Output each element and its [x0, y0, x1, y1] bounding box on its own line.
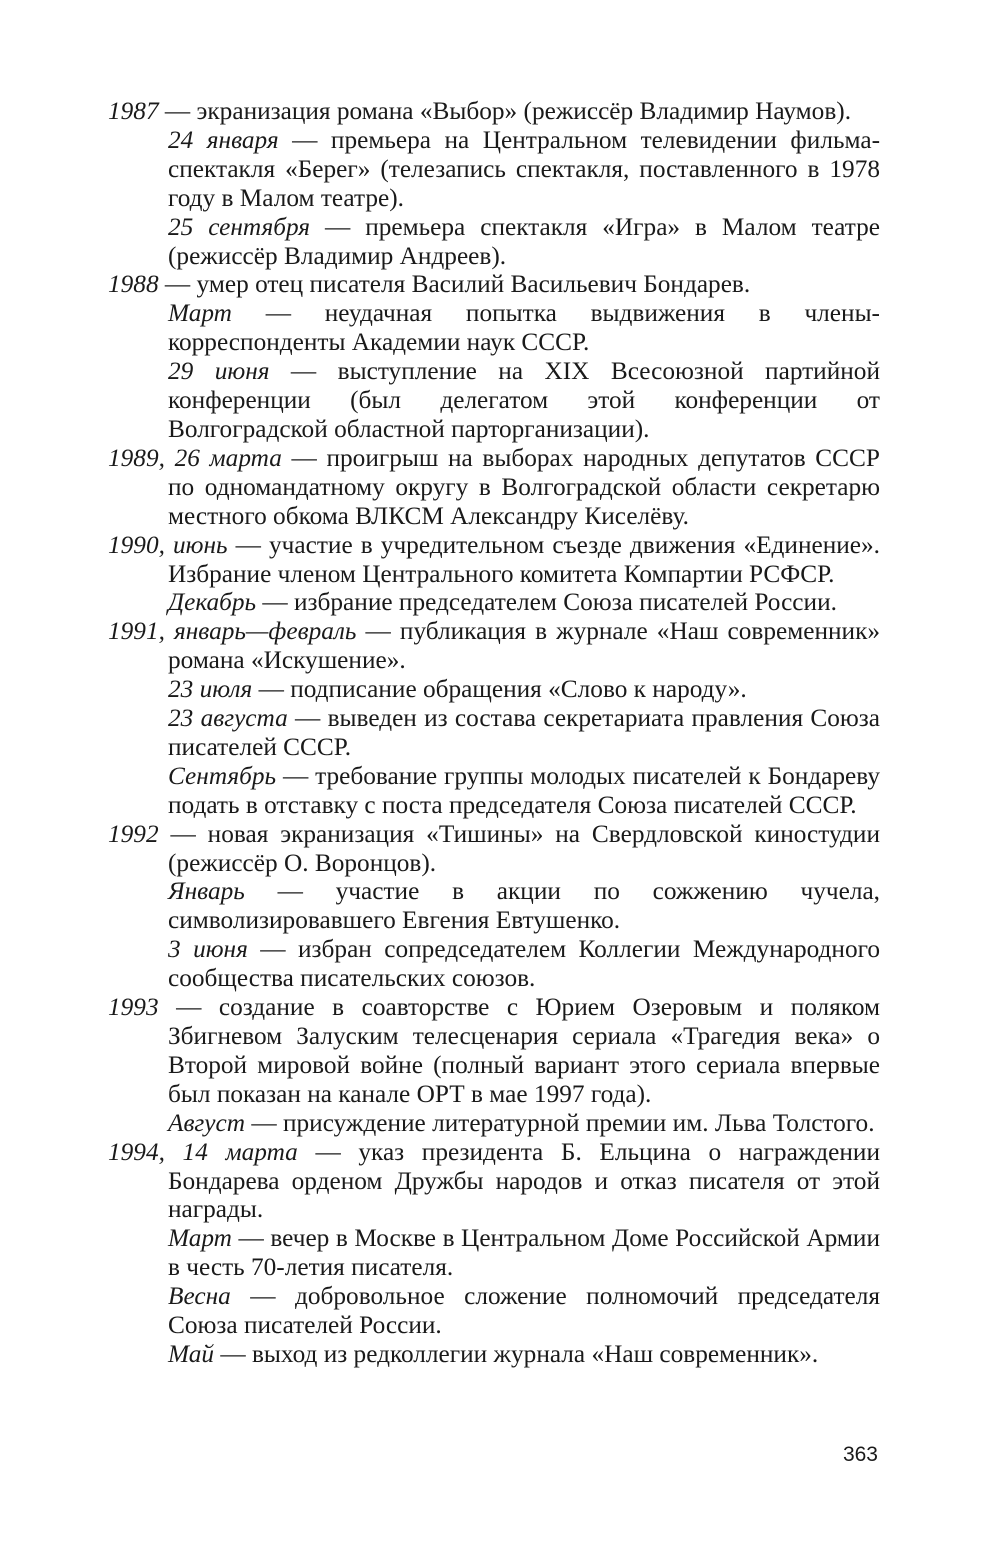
sub-entry-text: — премьера спектакля «Игра» в Малом театре (режиссёр Владимир Андреев).: [168, 212, 880, 270]
entry-sub-paragraph: [108, 126, 880, 213]
sub-entry-date: 23 августа: [168, 704, 288, 733]
chronology-entry: [108, 531, 880, 618]
chronology-entry: [108, 1138, 880, 1369]
entry-main-paragraph: [108, 531, 880, 589]
entry-main-paragraph: [108, 444, 880, 531]
entry-text: — указ президента Б. Ельцина о награждении Бондарева орденом Дружбы народов и отказ писателя от этой награды.: [168, 1137, 880, 1224]
sub-entry-date: 3 июня: [168, 935, 248, 964]
sub-entry-text: — выведен из состава секретариата правления Союза писателей СССР.: [168, 704, 880, 761]
chronology-entry: [108, 444, 880, 531]
sub-entry-date: 29 июня: [168, 357, 270, 386]
entry-text: — участие в учредительном съезде движения «Единение». Избрание членом Центрального комитета Компартии РСФСР.: [168, 530, 880, 588]
entry-date: 1987: [108, 97, 159, 125]
entry-sub-paragraph: [108, 675, 880, 704]
chronology-entry: [108, 270, 880, 443]
sub-entry-text: — вечер в Москве в Центральном Доме Российской Армии в честь 70-летия писателя.: [168, 1224, 880, 1282]
sub-entry-date: 25 сентября: [168, 212, 311, 241]
sub-entry-text: — избран сопредседателем Коллегии Международного сообщества писательских союзов.: [168, 935, 880, 993]
sub-entry-text: — подписание обращения «Слово к народу».: [252, 675, 747, 704]
entry-sub-paragraph: [108, 1109, 880, 1138]
entry-text: — новая экранизация «Тишины» на Свердловской киностудии (режиссёр О. Воронцов).: [158, 819, 880, 877]
entry-sub-paragraph: [108, 1282, 880, 1340]
chronology-entry: [108, 820, 880, 993]
sub-entry-text: — требование группы молодых писателей к Бондареву подать в отставку с поста председателя Союза писателей СССР.: [168, 761, 880, 819]
entry-sub-paragraph: [108, 704, 880, 762]
entry-sub-paragraph: [108, 762, 880, 820]
entry-main-paragraph: [108, 1138, 880, 1225]
entry-date: 1993: [108, 993, 159, 1022]
sub-entry-date: Январь: [168, 877, 245, 906]
sub-entry-text: — избрание председателем Союза писателей России.: [256, 588, 837, 617]
chronology-page: [108, 97, 880, 1369]
entry-date: 1989, 26 марта: [108, 443, 282, 472]
entry-sub-paragraph: [108, 877, 880, 935]
entry-sub-paragraph: [108, 213, 880, 271]
chronology-entry: [108, 617, 880, 819]
sub-entry-date: Май: [168, 1339, 215, 1368]
sub-entry-date: 24 января: [168, 125, 279, 154]
entry-date: 1990, июнь: [108, 530, 228, 559]
page-number: 363: [842, 1443, 878, 1466]
sub-entry-text: — выход из редколлегии журнала «Наш современник».: [214, 1339, 819, 1368]
sub-entry-date: Весна: [168, 1282, 231, 1311]
entry-main-paragraph: [108, 617, 880, 675]
entry-date: 1991, январь—февраль: [108, 617, 357, 646]
entry-sub-paragraph: [108, 588, 880, 617]
entry-text: — проигрыш на выборах народных депутатов СССР по одномандатному округу в Волгоградской области секретарю местного обкома ВЛКСМ Александру Киселёву.: [168, 443, 880, 530]
sub-entry-text: — добровольное сложение полномочий председателя Союза писателей России.: [168, 1282, 880, 1340]
chronology-entry: [108, 993, 880, 1138]
chronology-entry: [108, 97, 880, 270]
entry-date: 1988: [108, 270, 159, 299]
sub-entry-date: Март: [168, 1224, 232, 1253]
sub-entry-date: 23 июля: [168, 675, 253, 704]
sub-entry-date: Март: [168, 299, 232, 328]
entry-text: — экранизация романа «Выбор» (режиссёр Владимир Наумов).: [158, 97, 852, 125]
chronology-list: [108, 97, 880, 1369]
sub-entry-text: — присуждение литературной премии им. Льва Толстого.: [245, 1108, 875, 1137]
entry-sub-paragraph: [108, 935, 880, 993]
entry-main-paragraph: [108, 97, 880, 126]
entry-text: — публикация в журнале «Наш современник» романа «Искушение».: [168, 617, 881, 675]
sub-entry-date: Декабрь: [168, 588, 257, 617]
entry-date: 1992: [108, 819, 159, 848]
sub-entry-date: Сентябрь: [168, 761, 277, 790]
sub-entry-text: — выступление на XIX Всесоюзной партийной конференции (был делегатом этой конференции от Волгоградской областной парторганизации).: [168, 357, 880, 443]
entry-date: 1994, 14 марта: [108, 1137, 298, 1166]
entry-main-paragraph: [108, 993, 880, 1109]
entry-sub-paragraph: [108, 1224, 880, 1282]
entry-main-paragraph: [108, 820, 880, 878]
entry-main-paragraph: [108, 270, 880, 299]
sub-entry-date: Август: [168, 1108, 246, 1137]
entry-sub-paragraph: [108, 299, 880, 357]
entry-text: — умер отец писателя Василий Васильевич Бондарев.: [158, 270, 751, 299]
sub-entry-text: — премьера на Центральном телевидении фильма-спектакля «Берег» (телезапись спектакля, поставленного в 1978 году в Малом театре).: [168, 125, 880, 212]
entry-text: — создание в соавторстве с Юрием Озеровым и поляком Збигневом Залуским телесценария сериала «Трагедия века» о Второй мировой войне (полный вариант этого сериала впервые был показан на канале ОРТ в мае 1997 года).: [158, 993, 880, 1108]
sub-entry-text: — неудачная попытка выдвижения в члены-корреспонденты Академии наук СССР.: [168, 299, 880, 357]
sub-entry-text: — участие в акции по сожжению чучела, символизировавшего Евгения Евтушенко.: [168, 877, 880, 935]
entry-sub-paragraph: [108, 357, 880, 444]
entry-sub-paragraph: [108, 1340, 880, 1369]
